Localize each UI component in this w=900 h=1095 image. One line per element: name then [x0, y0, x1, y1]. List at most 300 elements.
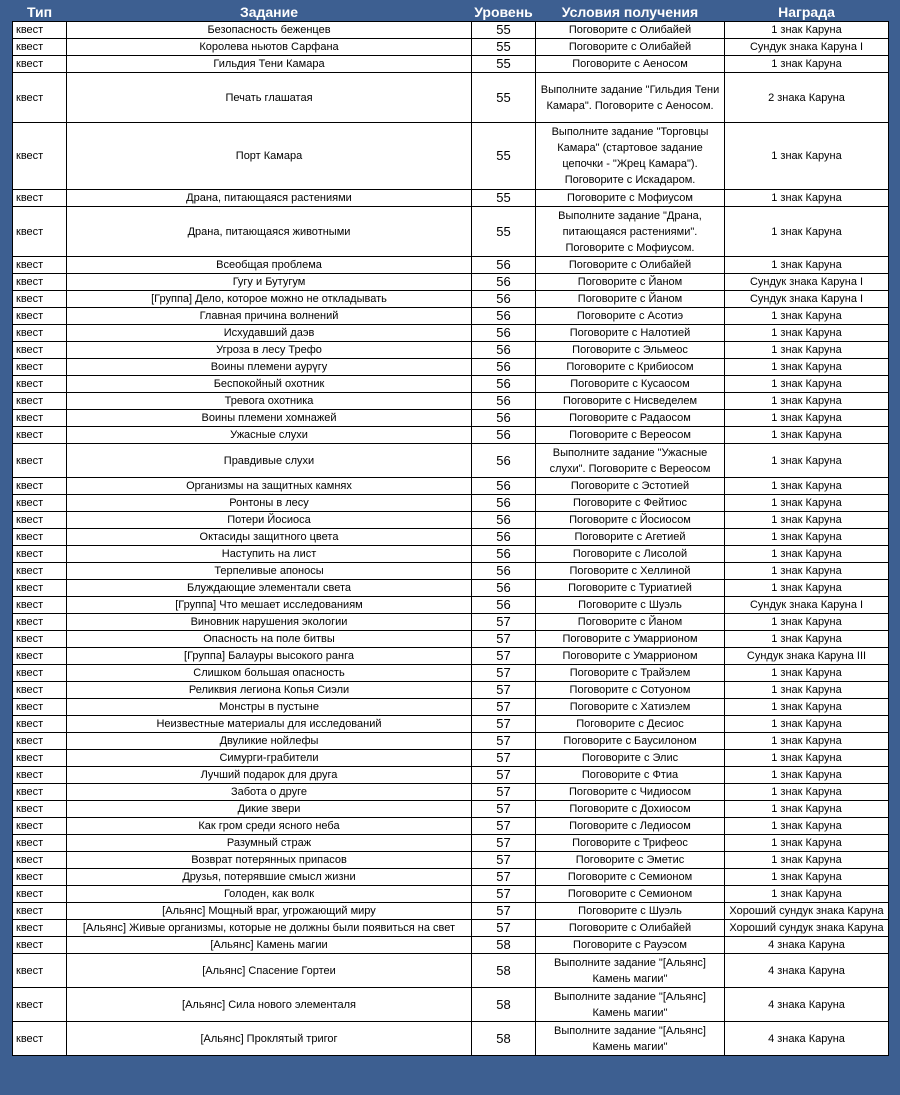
cell-reward: 1 знак Каруна — [725, 818, 889, 835]
cell-quest: Печать глашатая — [67, 73, 472, 123]
cell-type: квест — [13, 835, 67, 852]
cell-type: квест — [13, 22, 67, 39]
cell-reward: 1 знак Каруна — [725, 123, 889, 190]
cell-reward: 1 знак Каруна — [725, 512, 889, 529]
cell-reward: 1 знак Каруна — [725, 190, 889, 207]
cell-type: квест — [13, 682, 67, 699]
cell-reward: 1 знак Каруна — [725, 869, 889, 886]
cell-reward: 1 знак Каруна — [725, 546, 889, 563]
table-row — [13, 869, 889, 886]
cell-type: квест — [13, 767, 67, 784]
cell-quest: Угроза в лесу Трефо — [67, 342, 472, 359]
table-row — [13, 291, 889, 308]
cell-reward: 1 знак Каруна — [725, 342, 889, 359]
cell-quest: [Группа] Дело, которое можно не откладывать — [67, 291, 472, 308]
cell-condition: Выполните задание "[Альянс] Камень магии" — [536, 954, 725, 988]
cell-level: 56 — [472, 359, 536, 376]
cell-quest: Исхудавший даэв — [67, 325, 472, 342]
cell-condition: Поговорите с Хеллиной — [536, 563, 725, 580]
cell-condition: Поговорите с Элис — [536, 750, 725, 767]
cell-reward: 1 знак Каруна — [725, 393, 889, 410]
cell-quest: [Альянс] Спасение Гортеи — [67, 954, 472, 988]
table-row — [13, 801, 889, 818]
cell-quest: Октасиды защитного цвета — [67, 529, 472, 546]
table-row — [13, 546, 889, 563]
cell-reward: 1 знак Каруна — [725, 376, 889, 393]
table-row — [13, 716, 889, 733]
cell-type: квест — [13, 73, 67, 123]
cell-type: квест — [13, 716, 67, 733]
cell-reward: Хороший сундук знака Каруна — [725, 903, 889, 920]
cell-level: 57 — [472, 716, 536, 733]
cell-quest: [Альянс] Живые организмы, которые не должны были появиться на свет — [67, 920, 472, 937]
cell-type: квест — [13, 563, 67, 580]
cell-type: квест — [13, 207, 67, 257]
cell-level: 57 — [472, 614, 536, 631]
cell-condition: Поговорите с Трайэлем — [536, 665, 725, 682]
table-row — [13, 427, 889, 444]
cell-quest: Драна, питающаяся растениями — [67, 190, 472, 207]
cell-type: квест — [13, 291, 67, 308]
cell-condition: Поговорите с Семионом — [536, 886, 725, 903]
cell-reward: 1 знак Каруна — [725, 308, 889, 325]
cell-quest: Главная причина волнений — [67, 308, 472, 325]
cell-level: 56 — [472, 444, 536, 478]
cell-quest: Слишком большая опасность — [67, 665, 472, 682]
table-row — [13, 529, 889, 546]
table-row — [13, 631, 889, 648]
table-row — [13, 359, 889, 376]
table-row — [13, 410, 889, 427]
cell-type: квест — [13, 444, 67, 478]
cell-reward: 1 знак Каруна — [725, 886, 889, 903]
table-row — [13, 954, 889, 988]
cell-condition: Поговорите с Семионом — [536, 869, 725, 886]
cell-quest: Ужасные слухи — [67, 427, 472, 444]
cell-quest: Гугу и Бутугум — [67, 274, 472, 291]
cell-type: квест — [13, 478, 67, 495]
cell-reward: 1 знак Каруна — [725, 682, 889, 699]
cell-quest: Двуликие нойлефы — [67, 733, 472, 750]
table-row — [13, 733, 889, 750]
table-row — [13, 903, 889, 920]
cell-type: квест — [13, 648, 67, 665]
table-body — [13, 22, 889, 1056]
cell-type: квест — [13, 274, 67, 291]
cell-type: квест — [13, 123, 67, 190]
cell-level: 57 — [472, 682, 536, 699]
cell-level: 55 — [472, 73, 536, 123]
cell-type: квест — [13, 988, 67, 1022]
table-row — [13, 665, 889, 682]
cell-level: 56 — [472, 308, 536, 325]
cell-quest: Неизвестные материалы для исследований — [67, 716, 472, 733]
cell-reward: 1 знак Каруна — [725, 767, 889, 784]
cell-condition: Поговорите с Умаррионом — [536, 648, 725, 665]
cell-reward: Хороший сундук знака Каруна — [725, 920, 889, 937]
cell-condition: Поговорите с Сотуоном — [536, 682, 725, 699]
cell-reward: 1 знак Каруна — [725, 665, 889, 682]
cell-condition: Поговорите с Шуэль — [536, 903, 725, 920]
cell-quest: [Альянс] Проклятый тригог — [67, 1022, 472, 1056]
cell-quest: Тревога охотника — [67, 393, 472, 410]
cell-type: квест — [13, 580, 67, 597]
cell-condition: Поговорите с Лисолой — [536, 546, 725, 563]
cell-type: квест — [13, 869, 67, 886]
cell-level: 56 — [472, 393, 536, 410]
cell-reward: 1 знак Каруна — [725, 529, 889, 546]
cell-condition: Поговорите с Десиос — [536, 716, 725, 733]
cell-condition: Поговорите с Олибайей — [536, 22, 725, 39]
cell-reward: Сундук знака Каруна I — [725, 39, 889, 56]
cell-level: 55 — [472, 123, 536, 190]
cell-reward: 1 знак Каруна — [725, 359, 889, 376]
cell-condition: Поговорите с Мофиусом — [536, 190, 725, 207]
table-row — [13, 699, 889, 716]
cell-condition: Выполните задание "Ужасные слухи". Поговорите с Вереосом — [536, 444, 725, 478]
cell-reward: 1 знак Каруна — [725, 835, 889, 852]
cell-quest: [Альянс] Камень магии — [67, 937, 472, 954]
cell-reward: 1 знак Каруна — [725, 801, 889, 818]
cell-condition: Поговорите с Агетией — [536, 529, 725, 546]
cell-level: 56 — [472, 495, 536, 512]
cell-quest: Симурги-грабители — [67, 750, 472, 767]
cell-reward: 1 знак Каруна — [725, 444, 889, 478]
cell-reward: 1 знак Каруна — [725, 716, 889, 733]
cell-type: квест — [13, 937, 67, 954]
table-row — [13, 73, 889, 123]
table-row — [13, 767, 889, 784]
cell-quest: Голоден, как волк — [67, 886, 472, 903]
cell-reward: Сундук знака Каруна I — [725, 291, 889, 308]
cell-quest: Безопасность беженцев — [67, 22, 472, 39]
table-row — [13, 342, 889, 359]
cell-condition: Поговорите с Чидиосом — [536, 784, 725, 801]
cell-type: квест — [13, 325, 67, 342]
cell-reward: 1 знак Каруна — [725, 207, 889, 257]
table-row — [13, 123, 889, 190]
cell-level: 55 — [472, 190, 536, 207]
cell-quest: Друзья, потерявшие смысл жизни — [67, 869, 472, 886]
cell-level: 57 — [472, 631, 536, 648]
cell-quest: Разумный страж — [67, 835, 472, 852]
cell-condition: Поговорите с Аеносом — [536, 56, 725, 73]
table-row — [13, 393, 889, 410]
cell-level: 55 — [472, 207, 536, 257]
cell-condition: Поговорите с Дохиосом — [536, 801, 725, 818]
cell-quest: [Группа] Балауры высокого ранга — [67, 648, 472, 665]
cell-quest: Лучший подарок для друга — [67, 767, 472, 784]
cell-condition: Поговорите с Йаном — [536, 614, 725, 631]
cell-type: квест — [13, 410, 67, 427]
cell-quest: Монстры в пустыне — [67, 699, 472, 716]
cell-level: 57 — [472, 733, 536, 750]
table-row — [13, 274, 889, 291]
cell-type: квест — [13, 852, 67, 869]
cell-level: 57 — [472, 869, 536, 886]
cell-type: квест — [13, 342, 67, 359]
table-row — [13, 1022, 889, 1056]
cell-level: 56 — [472, 597, 536, 614]
cell-type: квест — [13, 529, 67, 546]
cell-level: 56 — [472, 512, 536, 529]
cell-reward: 1 знак Каруна — [725, 427, 889, 444]
header-type: Тип — [13, 3, 67, 22]
cell-condition: Поговорите с Шуэль — [536, 597, 725, 614]
cell-condition: Выполните задание "Гильдия Тени Камара". Поговорите с Аеносом. — [536, 73, 725, 123]
cell-condition: Выполните задание "[Альянс] Камень магии" — [536, 1022, 725, 1056]
cell-type: квест — [13, 1022, 67, 1056]
cell-level: 56 — [472, 427, 536, 444]
cell-level: 55 — [472, 39, 536, 56]
cell-level: 56 — [472, 325, 536, 342]
cell-condition: Поговорите с Хатиэлем — [536, 699, 725, 716]
cell-type: квест — [13, 903, 67, 920]
cell-quest: Драна, питающаяся животными — [67, 207, 472, 257]
cell-condition: Поговорите с Йаном — [536, 274, 725, 291]
cell-level: 57 — [472, 750, 536, 767]
cell-quest: Опасность на поле битвы — [67, 631, 472, 648]
cell-quest: Возврат потерянных припасов — [67, 852, 472, 869]
cell-condition: Поговорите с Радаосом — [536, 410, 725, 427]
table-row — [13, 56, 889, 73]
cell-reward: 1 знак Каруна — [725, 750, 889, 767]
cell-level: 57 — [472, 920, 536, 937]
cell-reward: 1 знак Каруна — [725, 614, 889, 631]
cell-level: 56 — [472, 546, 536, 563]
cell-level: 55 — [472, 56, 536, 73]
header-reward: Награда — [725, 3, 889, 22]
table-row — [13, 495, 889, 512]
cell-reward: 1 знак Каруна — [725, 410, 889, 427]
cell-type: квест — [13, 427, 67, 444]
table-row — [13, 325, 889, 342]
cell-condition: Поговорите с Йаном — [536, 291, 725, 308]
cell-condition: Поговорите с Фтиа — [536, 767, 725, 784]
table-row — [13, 835, 889, 852]
cell-quest: Наступить на лист — [67, 546, 472, 563]
cell-condition: Поговорите с Олибайей — [536, 257, 725, 274]
cell-level: 56 — [472, 563, 536, 580]
table-row — [13, 920, 889, 937]
cell-quest: Воины племени хомнажей — [67, 410, 472, 427]
table-row — [13, 22, 889, 39]
cell-level: 56 — [472, 274, 536, 291]
cell-level: 56 — [472, 342, 536, 359]
cell-level: 57 — [472, 801, 536, 818]
cell-condition: Поговорите с Асотиэ — [536, 308, 725, 325]
cell-quest: Ронтоны в лесу — [67, 495, 472, 512]
table-row — [13, 257, 889, 274]
cell-condition: Поговорите с Олибайей — [536, 39, 725, 56]
cell-quest: Гильдия Тени Камара — [67, 56, 472, 73]
cell-type: квест — [13, 631, 67, 648]
cell-reward: 1 знак Каруна — [725, 631, 889, 648]
table-row — [13, 563, 889, 580]
cell-quest: Всеобщая проблема — [67, 257, 472, 274]
cell-type: квест — [13, 614, 67, 631]
cell-type: квест — [13, 190, 67, 207]
table-row — [13, 784, 889, 801]
cell-reward: 4 знака Каруна — [725, 937, 889, 954]
cell-type: квест — [13, 56, 67, 73]
cell-reward: 1 знак Каруна — [725, 733, 889, 750]
table-row — [13, 988, 889, 1022]
cell-condition: Поговорите с Фейтиос — [536, 495, 725, 512]
cell-reward: 1 знак Каруна — [725, 478, 889, 495]
cell-level: 58 — [472, 937, 536, 954]
quest-table — [12, 3, 889, 1056]
cell-type: квест — [13, 733, 67, 750]
cell-level: 56 — [472, 478, 536, 495]
table-row — [13, 512, 889, 529]
cell-type: квест — [13, 665, 67, 682]
cell-condition: Поговорите с Трифеос — [536, 835, 725, 852]
cell-reward: 1 знак Каруна — [725, 495, 889, 512]
cell-quest: Беспокойный охотник — [67, 376, 472, 393]
cell-type: квест — [13, 546, 67, 563]
header-quest: Задание — [67, 3, 472, 22]
cell-condition: Поговорите с Эметис — [536, 852, 725, 869]
cell-condition: Поговорите с Кусаосом — [536, 376, 725, 393]
cell-level: 56 — [472, 291, 536, 308]
table-row — [13, 207, 889, 257]
cell-level: 56 — [472, 529, 536, 546]
cell-type: квест — [13, 376, 67, 393]
table-row — [13, 597, 889, 614]
cell-level: 58 — [472, 988, 536, 1022]
cell-level: 57 — [472, 835, 536, 852]
cell-reward: 4 знака Каруна — [725, 954, 889, 988]
cell-reward: 1 знак Каруна — [725, 257, 889, 274]
cell-type: квест — [13, 699, 67, 716]
cell-reward: Сундук знака Каруна I — [725, 597, 889, 614]
cell-level: 58 — [472, 954, 536, 988]
cell-level: 57 — [472, 665, 536, 682]
cell-condition: Поговорите с Ледиосом — [536, 818, 725, 835]
table-row — [13, 614, 889, 631]
table-row — [13, 886, 889, 903]
table-row — [13, 818, 889, 835]
header-level: Уровень — [472, 3, 536, 22]
table-row — [13, 444, 889, 478]
cell-reward: 1 знак Каруна — [725, 699, 889, 716]
cell-type: квест — [13, 750, 67, 767]
cell-type: квест — [13, 308, 67, 325]
cell-reward: Сундук знака Каруна III — [725, 648, 889, 665]
cell-type: квест — [13, 886, 67, 903]
cell-level: 56 — [472, 580, 536, 597]
header-row — [13, 3, 889, 22]
cell-condition: Выполните задание "Драна, питающаяся растениями". Поговорите с Мофиусом. — [536, 207, 725, 257]
cell-quest: Потери Йосиоса — [67, 512, 472, 529]
table-row — [13, 648, 889, 665]
cell-reward: 1 знак Каруна — [725, 580, 889, 597]
cell-reward: 4 знака Каруна — [725, 1022, 889, 1056]
cell-reward: 4 знака Каруна — [725, 988, 889, 1022]
cell-level: 57 — [472, 784, 536, 801]
cell-condition: Поговорите с Йосиосом — [536, 512, 725, 529]
table-row — [13, 190, 889, 207]
cell-condition: Поговорите с Эстотией — [536, 478, 725, 495]
cell-condition: Поговорите с Рауэсом — [536, 937, 725, 954]
cell-quest: Воины племени аурүгу — [67, 359, 472, 376]
cell-quest: Правдивые слухи — [67, 444, 472, 478]
cell-quest: Реликвия легиона Копья Сиэли — [67, 682, 472, 699]
cell-type: квест — [13, 920, 67, 937]
cell-quest: Забота о друге — [67, 784, 472, 801]
cell-level: 55 — [472, 22, 536, 39]
table-row — [13, 852, 889, 869]
table-row — [13, 376, 889, 393]
cell-condition: Поговорите с Олибайей — [536, 920, 725, 937]
cell-condition: Поговорите с Налотией — [536, 325, 725, 342]
cell-level: 56 — [472, 257, 536, 274]
cell-quest: Королева ньютов Сарфана — [67, 39, 472, 56]
cell-quest: Блуждающие элементали света — [67, 580, 472, 597]
cell-level: 57 — [472, 903, 536, 920]
table-row — [13, 682, 889, 699]
cell-quest: Терпеливые апоносы — [67, 563, 472, 580]
cell-condition: Поговорите с Крибиосом — [536, 359, 725, 376]
cell-type: квест — [13, 954, 67, 988]
cell-quest: Порт Камара — [67, 123, 472, 190]
cell-level: 57 — [472, 699, 536, 716]
cell-type: квест — [13, 597, 67, 614]
cell-condition: Выполните задание "Торговцы Камара" (стартовое задание цепочки - "Жрец Камара"). Поговорите с Искадаром. — [536, 123, 725, 190]
cell-type: квест — [13, 393, 67, 410]
cell-reward: 1 знак Каруна — [725, 563, 889, 580]
cell-condition: Поговорите с Эльмеос — [536, 342, 725, 359]
cell-quest: Как гром среди ясного неба — [67, 818, 472, 835]
cell-type: квест — [13, 495, 67, 512]
cell-quest: Виновник нарушения экологии — [67, 614, 472, 631]
cell-type: квест — [13, 512, 67, 529]
cell-level: 56 — [472, 376, 536, 393]
cell-type: квест — [13, 818, 67, 835]
cell-type: квест — [13, 39, 67, 56]
cell-level: 56 — [472, 410, 536, 427]
table-row — [13, 308, 889, 325]
cell-type: квест — [13, 257, 67, 274]
cell-quest: [Альянс] Мощный враг, угрожающий миру — [67, 903, 472, 920]
cell-type: квест — [13, 801, 67, 818]
cell-condition: Поговорите с Нисведелем — [536, 393, 725, 410]
cell-condition: Поговорите с Туриатией — [536, 580, 725, 597]
cell-type: квест — [13, 784, 67, 801]
cell-reward: 2 знака Каруна — [725, 73, 889, 123]
cell-level: 58 — [472, 1022, 536, 1056]
table-row — [13, 478, 889, 495]
cell-level: 57 — [472, 767, 536, 784]
cell-condition: Выполните задание "[Альянс] Камень магии" — [536, 988, 725, 1022]
cell-reward: Сундук знака Каруна I — [725, 274, 889, 291]
cell-condition: Поговорите с Умаррионом — [536, 631, 725, 648]
cell-level: 57 — [472, 818, 536, 835]
cell-quest: Организмы на защитных камнях — [67, 478, 472, 495]
header-conditions: Условия получения — [536, 3, 725, 22]
cell-condition: Поговорите с Вереосом — [536, 427, 725, 444]
cell-quest: Дикие звери — [67, 801, 472, 818]
table-row — [13, 39, 889, 56]
cell-reward: 1 знак Каруна — [725, 22, 889, 39]
table-row — [13, 750, 889, 767]
cell-level: 57 — [472, 852, 536, 869]
cell-condition: Поговорите с Баусилоном — [536, 733, 725, 750]
cell-level: 57 — [472, 886, 536, 903]
cell-quest: [Группа] Что мешает исследованиям — [67, 597, 472, 614]
table-row — [13, 580, 889, 597]
